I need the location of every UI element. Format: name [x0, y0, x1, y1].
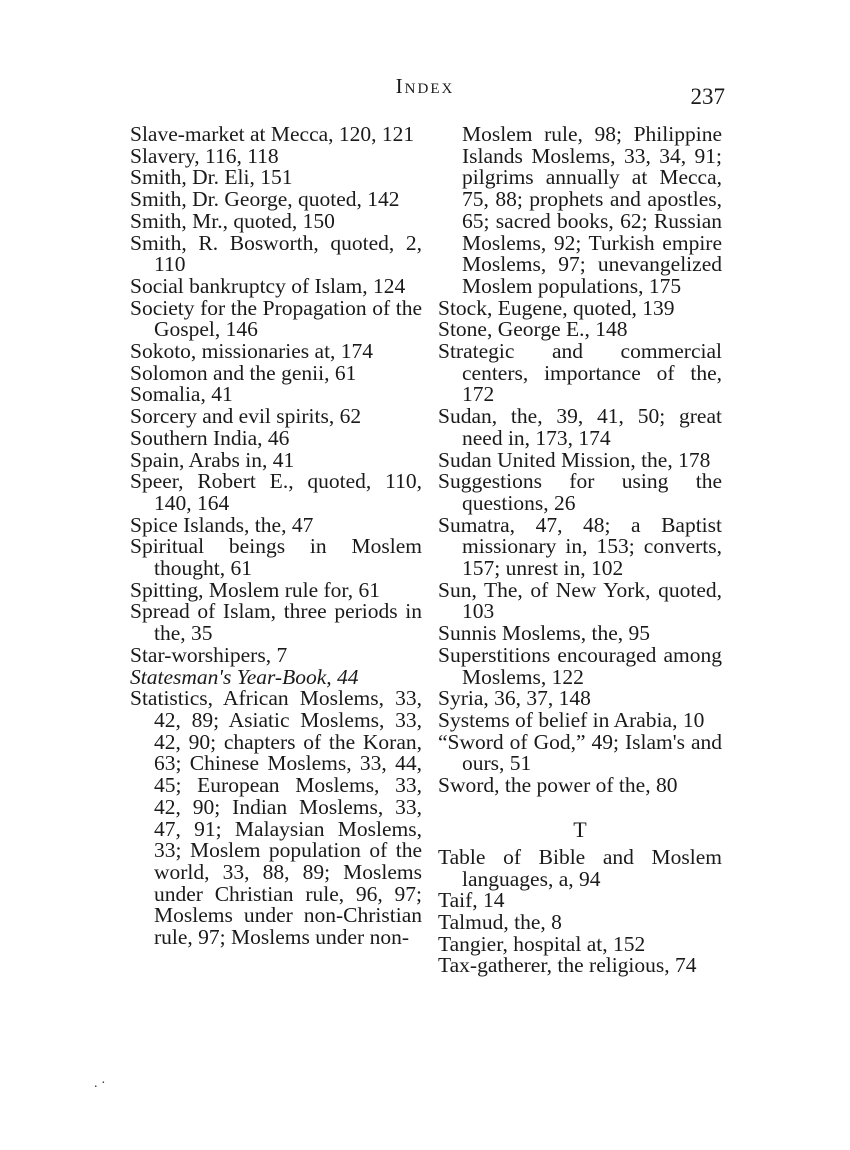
index-entry: Spain, Arabs in, 41 [130, 447, 295, 472]
index-entry: Somalia, 41 [130, 382, 233, 407]
index-entry: Spice Islands, the, 47 [130, 512, 314, 537]
index-entry: Talmud, the, 8 [438, 909, 562, 934]
index-entry: Tax-gatherer, the religious, 74 [438, 953, 697, 978]
index-entry: Smith, Dr. George, quoted, 142 [130, 187, 400, 212]
left-column [130, 124, 422, 949]
index-entry: Stone, George E., 148 [438, 317, 628, 342]
index-entry: Slavery, 116, 118 [130, 143, 279, 168]
index-entry: Sudan United Mission, the, 178 [438, 447, 711, 472]
margin-mark: . · [94, 1076, 106, 1091]
index-entry: Systems of belief in Arabia, 10 [438, 707, 705, 732]
index-entry: Social bankruptcy of Islam, 124 [130, 273, 406, 298]
index-entry: Smith, Mr., quoted, 150 [130, 208, 335, 233]
page-number: 237 [690, 84, 725, 109]
index-entry: Spread of Islam, three periods in the, 35 [130, 599, 422, 646]
running-head: Index [395, 74, 455, 98]
index-entry: Solomon and the genii, 61 [130, 360, 357, 385]
index-entry: Sword, the power of the, 80 [438, 773, 678, 798]
index-entry: Strategic and commercial centers, importance of the, 172 [438, 339, 722, 407]
index-entry: Sudan, the, 39, 41, 50; great need in, 173, 174 [438, 404, 722, 450]
index-entry: Spitting, Moslem rule for, 61 [130, 577, 380, 602]
index-entry: Statistics, African Moslems, 33, 42, 89; Asiatic Moslems, 33, 42, 90; chapters of the Koran, 63; Chinese Moslems, 33, 44, 45; European Moslems, 33, 42, 90; Indian Moslems, 33, 47, 91; Malaysian Moslems, 33; Moslem population of the world, 33, 88, 89; Moslems under Christian rule, 96, 97; Moslems under non-Christian rule, 97; Moslems under non- [130, 686, 422, 950]
index-entry: Smith, R. Bosworth, quoted, 2, 110 [130, 230, 422, 277]
index-entry: Statesman's Year-Book, 44 [130, 664, 359, 689]
index-entry: Star-worshipers, 7 [130, 642, 288, 667]
index-entry: “Sword of God,” 49; Islam's and ours, 51 [438, 729, 722, 776]
index-entry: Taif, 14 [438, 888, 505, 913]
index-entry: Sunnis Moslems, the, 95 [438, 621, 651, 646]
index-entry: Table of Bible and Moslem languages, a, 94 [438, 844, 722, 891]
index-entry: Sun, The, of New York, quoted, 103 [438, 577, 722, 624]
index-entry: Speer, Robert E., quoted, 110, 140, 164 [130, 469, 422, 515]
right-column [438, 124, 722, 977]
index-entry: Stock, Eugene, quoted, 139 [438, 295, 675, 320]
index-entry: Sumatra, 47, 48; a Baptist missionary in, 153; converts, 157; unrest in, 102 [438, 512, 722, 581]
index-entry: Smith, Dr. Eli, 151 [130, 165, 293, 190]
index-entry: Southern India, 46 [130, 425, 290, 450]
index-entry: Society for the Propagation of the Gospel, 146 [130, 295, 422, 342]
index-entry: Tangier, hospital at, 152 [438, 931, 646, 956]
index-entry: Sokoto, missionaries at, 174 [130, 339, 374, 364]
section-letter-heading: T [573, 816, 587, 842]
index-entry: Suggestions for using the questions, 26 [438, 469, 722, 515]
index-entry: Syria, 36, 37, 148 [438, 686, 591, 711]
index-entry: Slave-market at Mecca, 120, 121 [130, 122, 415, 146]
index-entry: Spiritual beings in Moslem thought, 61 [130, 534, 422, 581]
index-entry-continued: Moslem rule, 98; Philippine Islands Moslems, 33, 34, 91; pilgrims annually at Mecca, 75, 88; prophets and apostles, 65; sacred books, 62; Russian Moslems, 92; Turkish empire Moslems, 97; unevangelized Moslem populations, 175 [462, 122, 722, 298]
index-entry: Superstitions encouraged among Moslems, 122 [438, 642, 722, 689]
index-entry: Sorcery and evil spirits, 62 [130, 404, 362, 429]
